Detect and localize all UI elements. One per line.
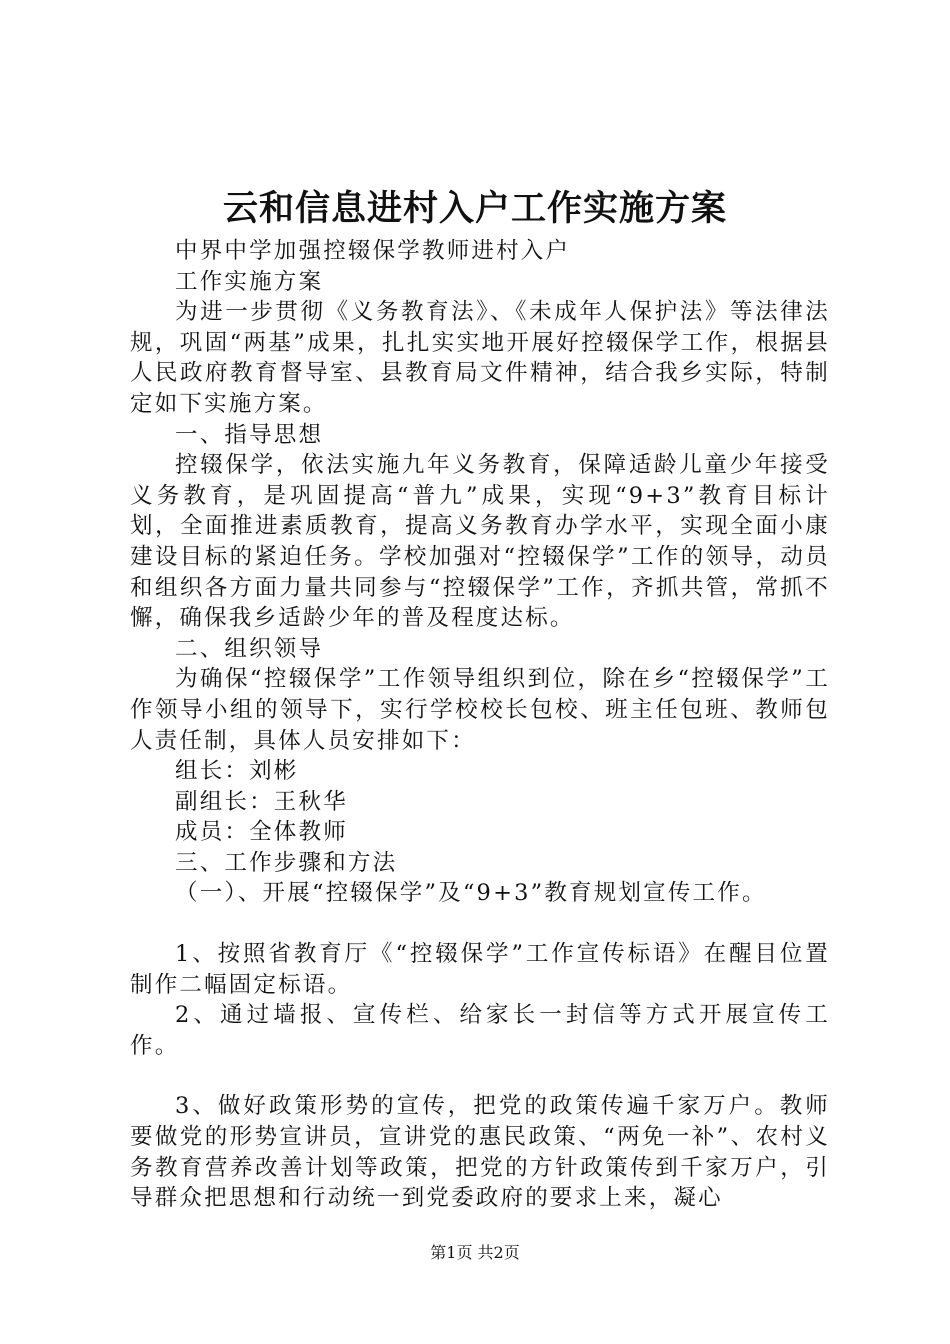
- list-item-members: 成员：全体教师: [175, 819, 348, 846]
- section-heading-organization: 二、组织领导: [175, 635, 324, 662]
- step-item-3: 3、做好政策形势的宣传，把党的政策传遍千家万户。教师要做党的形势宣讲员，宣讲党的惠民政策、“两免一补”、农村义务教育营养改善计划等政策，把党的方针政策传到千家万户，引导群众把思想和行动统一到党委政府的要求上来，凝心: [130, 1093, 830, 1212]
- document-title: 云和信息进村入户工作实施方案: [222, 188, 727, 229]
- paragraph-guiding-ideology: 控辍保学，依法实施九年义务教育，保障适龄儿童少年接受义务教育，是巩固提高“普九”成果，实现“9+3”教育目标计划，全面推进素质教育，提高义务教育办学水平，实现全面小康建设目标的紧迫任务。学校加强对“控辍保学”工作的领导，动员和组织各方面力量共同参与“控辍保学”工作，齐抓共管，常抓不懈，确保我乡适龄少年的普及程度达标。: [130, 452, 830, 632]
- paragraph-plan-heading: 工作实施方案: [175, 268, 324, 295]
- paragraph-organization: 为确保“控辍保学”工作领导组织到位，除在乡“控辍保学”工作领导小组的领导下，实行学校校长包校、班主任包班、教师包人责任制，具体人员安排如下：: [130, 666, 830, 754]
- document-body: [130, 236, 830, 1214]
- page-footer: 第1页 共2页: [430, 1243, 520, 1262]
- step-item-1: 1、按照省教育厅《“控辍保学”工作宣传标语》在醒目位置制作二幅固定标语。: [130, 941, 830, 998]
- list-item-deputy-leader: 副组长：王秋华: [175, 788, 348, 815]
- paragraph-school-heading: 中界中学加强控辍保学教师进村入户: [175, 238, 571, 264]
- step-item-2: 2、通过墙报、宣传栏、给家长一封信等方式开展宣传工作。: [130, 1002, 830, 1059]
- section-heading-steps: 三、工作步骤和方法: [175, 849, 398, 876]
- list-item-leader: 组长：刘彬: [175, 758, 299, 785]
- paragraph-intro: 为进一步贯彻《义务教育法》、《未成年人保护法》等法律法规，巩固“两基”成果，扎扎实实地开展好控辍保学工作，根据县人民政府教育督导室、县教育局文件精神，结合我乡实际，特制定如下实施方案。: [130, 299, 830, 417]
- subsection-heading-publicity: （一）、开展“控辍保学”及“9+3”教育规划宣传工作。: [175, 880, 767, 907]
- section-heading-guiding-ideology: 一、指导思想: [175, 421, 324, 448]
